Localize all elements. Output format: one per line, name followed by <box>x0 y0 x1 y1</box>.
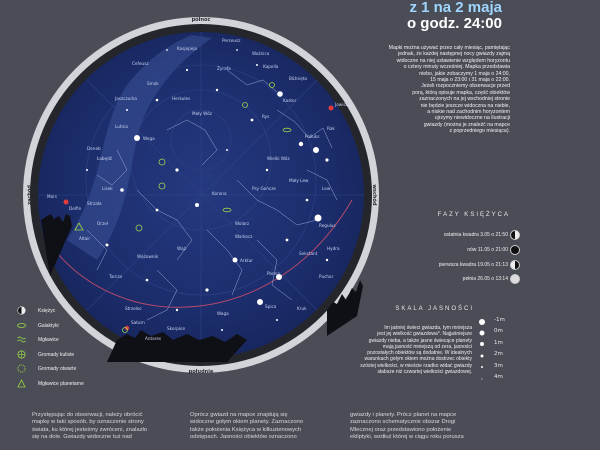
text-line: zaznaczono schematycznie obszar Drogi <box>350 419 456 426</box>
sky-label: Rak <box>327 126 335 131</box>
sky-label: Wolarz <box>235 221 250 226</box>
magnitude-star-icon <box>481 366 483 368</box>
body-column-3 <box>350 412 500 442</box>
sky-label: Wega <box>143 136 155 141</box>
magnitude-label: -1m <box>494 317 505 323</box>
sky-label: Herkules <box>172 96 191 101</box>
sky-label: Deneb <box>87 146 101 151</box>
magnitude-row <box>478 339 508 350</box>
last-quarter-moon-icon <box>510 230 520 240</box>
legend-label: Gromady otwarte <box>38 366 77 373</box>
text-line: a niskie nad zachodnim horyzontem <box>427 109 510 116</box>
sky-label: Sekstant <box>299 251 318 256</box>
intro-text <box>338 45 510 135</box>
compass-east: wschód <box>371 184 377 206</box>
galaxy-icon <box>17 321 26 330</box>
legend-label: Galaktyki <box>38 322 59 329</box>
sky-label: Żyrafa <box>217 66 231 71</box>
sky-label: Skorpion <box>167 326 186 331</box>
sky-label: Lisek <box>102 186 113 191</box>
sky-label: Warkocz <box>235 234 253 239</box>
sky-label: Mały Lew <box>289 178 309 183</box>
legend-item <box>12 347 102 362</box>
sky-label: Jowisz <box>335 102 348 107</box>
map-legend <box>12 303 102 391</box>
sky-label: Regulus <box>319 223 336 228</box>
magnitude-row <box>478 316 508 327</box>
text-line: Im jaśniej świeci gwiazda, tym mniejsza <box>384 325 472 331</box>
sky-label: Kapella <box>263 64 279 69</box>
text-line: ujrzymy niewidoczne na ilustracji <box>434 115 510 122</box>
text-line: świata, ku której jesteśmy zwróceni, znalazło <box>32 426 148 433</box>
phase-row <box>360 260 520 270</box>
sky-label: Łabędź <box>97 156 113 161</box>
sky-label: Antares <box>145 336 162 341</box>
magnitude-label: 0m <box>494 328 503 335</box>
sky-label: Cefeusz <box>132 61 149 66</box>
legend-item <box>12 318 102 333</box>
sky-label: Strzelec <box>125 306 142 311</box>
text-line: Mapki można używać przez cały miesiąc, pamiętając <box>388 45 510 51</box>
sky-label: Orzeł <box>97 221 108 226</box>
compass-south: południe <box>188 369 214 375</box>
open-cluster-icon <box>17 364 26 373</box>
text-line: także położenia Księżyca w kilkuzienowych <box>190 426 302 433</box>
compass-north: północ <box>191 17 211 23</box>
scale-title: SKALA JASNOŚCI <box>395 306 474 312</box>
sky-label: Polluks <box>305 134 320 139</box>
text-line: niebo, jakie zobaczymy 1 maja o 24:00, <box>419 70 510 77</box>
magnitude-label: 2m <box>494 351 503 358</box>
sky-label: Wężownik <box>137 254 159 259</box>
sky-label: Perseusz <box>222 38 241 43</box>
sky-label: Arktur <box>240 258 254 263</box>
text-line: Jeżeli rozpoczniemy obserwacje przed <box>421 83 510 90</box>
moon-icon <box>17 306 26 315</box>
sky-label: Altair <box>79 236 91 241</box>
phase-row <box>360 230 520 240</box>
sky-label: Strzała <box>87 201 102 206</box>
text-line: gwiazdy (można je znaleźć na mapce <box>423 121 510 128</box>
legend-item <box>12 361 102 376</box>
magnitude-star-icon <box>480 342 484 346</box>
phases-title: FAZY KSIĘŻYCA <box>437 212 510 218</box>
sky-label: Mały Wóz <box>192 111 212 116</box>
text-line: porą, którą opisuje mapka, część obiektów <box>412 89 510 96</box>
text-line: gwiazdy nieba, a także jasne świecące planety <box>368 337 472 344</box>
sky-label: Bliźnięta <box>289 76 307 81</box>
sky-label: Lew <box>322 186 331 191</box>
text-line: zaznaczonych na jej wschodniej stronie <box>419 96 510 103</box>
text-line: mają jasność mniejszą od zera, jasności <box>382 343 472 350</box>
magnitude-label: 1m <box>494 339 503 346</box>
magnitude-label: 4m <box>494 373 503 380</box>
text-line: słabsze niż czwartej wielkości gwiazdowej. <box>377 369 472 376</box>
text-line: warunkach gołym okiem można dostrzec obiekty <box>364 356 472 363</box>
sky-label: Wielki Wóz <box>267 156 290 161</box>
phase-label: pierwsza kwadra 19.05 o 21:13 <box>438 262 508 268</box>
sky-label: Spica <box>265 304 277 309</box>
magnitude-star-icon <box>480 331 485 336</box>
sky-label: Woźnica <box>252 51 270 56</box>
text-line: ekliptyki, wzdłuż której w ciągu roku porusza <box>350 434 464 441</box>
magnitude-star-icon <box>481 354 484 357</box>
first-quarter-moon-icon <box>510 260 520 270</box>
planetary-nebula-icon <box>17 379 26 388</box>
magnitude-row <box>478 350 508 361</box>
sky-label: Delfin <box>69 206 82 211</box>
sky-label: Puchar <box>319 274 334 279</box>
phase-label: nów 11.05 o 21:00 <box>467 247 508 253</box>
magnitude-scale <box>478 316 508 384</box>
sky-label: Saturn <box>131 320 145 325</box>
title-date: z 1 na 2 maja <box>409 0 502 16</box>
sky-label: Psy Gończe <box>252 186 276 191</box>
scale-text <box>338 325 472 375</box>
text-line: widoczne na niej ustawienie względem horyzontu <box>396 57 510 64</box>
legend-item <box>12 376 102 391</box>
sky-label: Lutnia <box>115 124 128 129</box>
body-column-2 <box>190 412 340 442</box>
sky-label: Tarcza <box>109 274 123 279</box>
sky-label: Kasjopeja <box>177 46 198 51</box>
globular-cluster-icon <box>17 350 26 359</box>
text-line: o cztery minuty wcześniej. Mapka przedstawia <box>403 64 510 71</box>
text-line: się na dole. Gwiazdy widoczne tuż nad <box>32 434 132 441</box>
full-moon-icon <box>510 274 520 284</box>
nebula-icon <box>17 335 26 344</box>
sky-label: Kastor <box>283 98 297 103</box>
text-line: nie będzie jeszcze widoczna na niebie, <box>420 102 510 109</box>
legend-label: Gromady kuliste <box>38 351 75 358</box>
sky-label: Jaszczurka <box>115 96 137 101</box>
sky-label: Waga <box>217 311 229 316</box>
text-line: Mlecznej oraz przedstawiono położenie <box>350 426 452 433</box>
sky-label: Smok <box>147 81 159 86</box>
phase-label: ostatnia kwadra 3.05 o 21:50 <box>443 232 508 238</box>
compass-west: zachód <box>27 185 33 205</box>
sky-label: Rys <box>262 114 270 119</box>
legend-label: Księżyc <box>38 308 56 314</box>
magnitude-star-icon <box>481 378 482 379</box>
text-line: odstępach. Jasności obiektów oznaczono <box>190 434 297 441</box>
text-line: jest jej wielkość gwiazdowa*. Najjaśniejsze <box>377 331 472 338</box>
sky-label: Mars <box>47 194 58 199</box>
text-line: Przystępując do obserwacji, należy obrócić <box>32 412 143 418</box>
text-line: widoczne gołym okiem planety. Zaznaczono <box>190 419 303 426</box>
sky-label: Panna <box>267 271 280 276</box>
magnitude-row <box>478 373 508 384</box>
magnitude-star-icon <box>479 319 485 325</box>
legend-label: Mgławice planetarne <box>38 380 84 387</box>
text-line: mapkę w taki sposób, by oznaczenie strony <box>32 419 144 426</box>
text-line: pozostałych obiektów są dodatnie. W idealnych <box>367 350 472 357</box>
text-line: szóstej wielkości, w mieście rzadko widać gwiazdy <box>360 362 472 369</box>
phase-label: pełnia 26.05 o 13:14 <box>462 276 508 282</box>
text-line: 15 maja o 23:00 i 31 maja o 22:00. <box>430 77 510 84</box>
sky-label: Hydra <box>327 246 340 251</box>
sky-label: Kruk <box>297 306 307 311</box>
legend-label: Mgławice <box>38 337 59 344</box>
title-time: o godz. 24:00 <box>406 15 502 32</box>
page-title <box>407 0 502 32</box>
text-line: Oprócz gwiazd na mapce znajdują się <box>190 412 288 418</box>
legend-item <box>12 332 102 347</box>
new-moon-icon <box>510 245 520 255</box>
phase-row <box>360 274 520 284</box>
magnitude-label: 3m <box>494 362 503 369</box>
text-line: z poprzedniego miesiąca). <box>449 128 510 135</box>
magnitude-row <box>478 362 508 373</box>
text-line: jednak, że każdej następnej nocy gwiazdy zajmą <box>398 51 510 58</box>
sky-label: Wąż <box>177 246 186 251</box>
text-line: gwiazdy i planety. Prócz planet na mapce <box>350 412 457 418</box>
body-column-1 <box>32 412 182 442</box>
magnitude-row <box>478 327 508 338</box>
legend-item <box>12 303 102 318</box>
phase-row <box>360 245 520 255</box>
sky-label: Korona <box>212 191 227 196</box>
